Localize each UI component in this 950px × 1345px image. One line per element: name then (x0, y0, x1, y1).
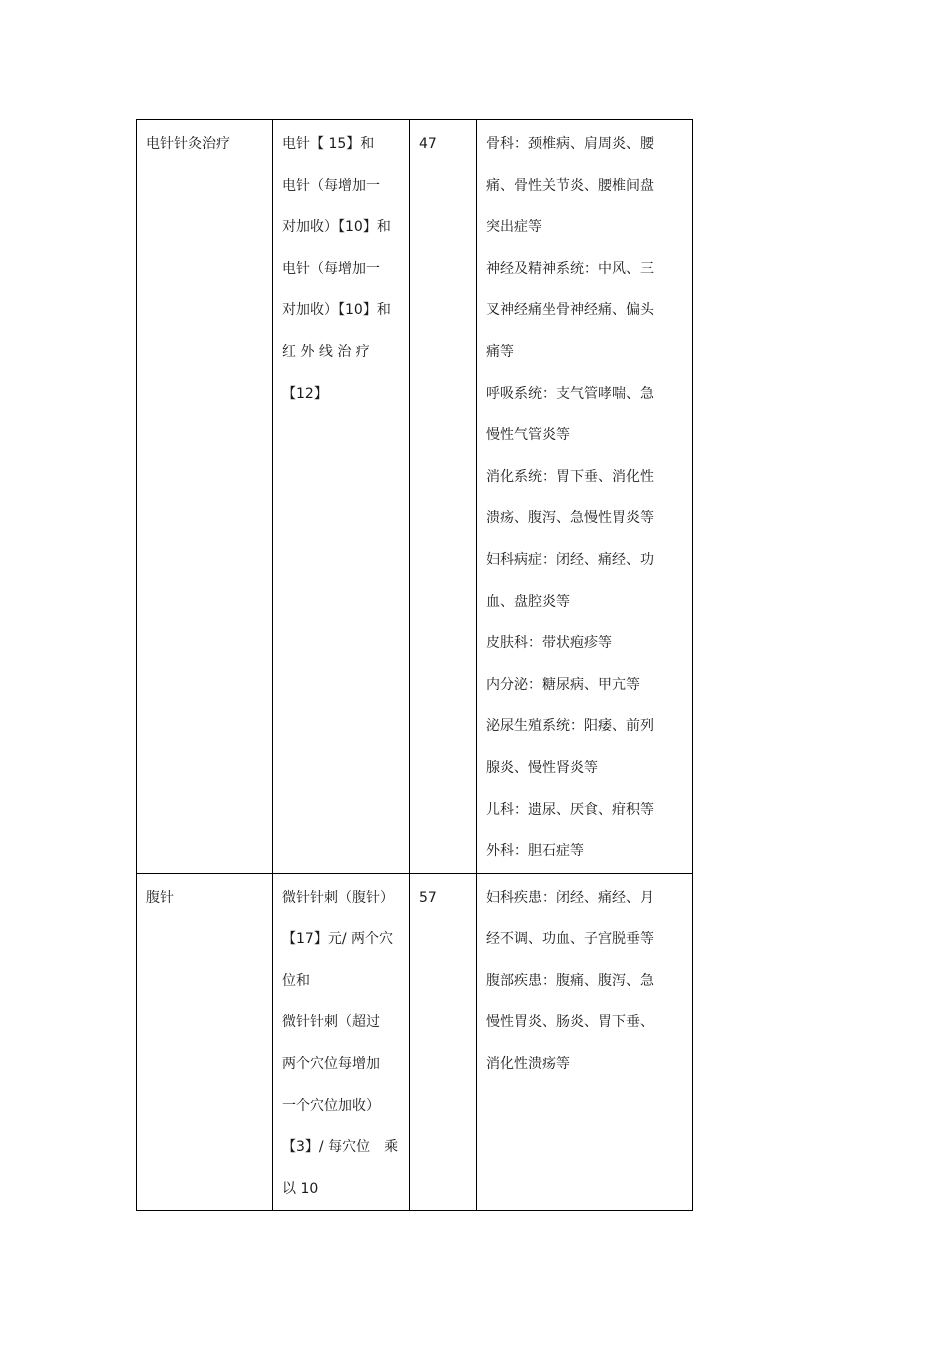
billing-line: 电针【 15】和 (282, 136, 375, 152)
price-value: 57 (419, 889, 437, 906)
indication-line: 儿科：遗尿、厌食、疳积等 (486, 801, 654, 818)
treatment-name: 电针针灸治疗 (146, 136, 230, 152)
indication-line: 慢性气管炎等 (486, 427, 570, 444)
indication-line: 腺炎、慢性肾炎等 (486, 759, 598, 776)
billing-line: 一个穴位加收） (282, 1097, 380, 1114)
indications-cell (477, 120, 693, 874)
billing-line: 电针（每增加一 (282, 177, 380, 194)
indication-line: 腹部疾患：腹痛、腹泻、急 (486, 972, 654, 989)
billing-line: 【17】元/ 两个穴 (282, 931, 393, 948)
indication-line: 内分泌：糖尿病、甲亢等 (486, 676, 640, 693)
indication-line: 妇科病症：闭经、痛经、功 (486, 551, 654, 568)
indication-line: 慢性胃炎、肠炎、胃下垂、 (486, 1014, 654, 1031)
treatment-name-cell (137, 120, 273, 874)
indication-line: 突出症等 (486, 219, 542, 236)
indication-line: 血、盘腔炎等 (486, 593, 570, 610)
price-cell (410, 120, 477, 874)
price-cell (410, 873, 477, 1211)
billing-items-cell (273, 120, 410, 874)
table-row (137, 873, 693, 1211)
billing-line: 对加收）【10】和 (282, 219, 391, 236)
billing-line: 两个穴位每增加 (282, 1056, 380, 1073)
indication-line: 呼吸系统：支气管哮喘、急 (486, 385, 654, 402)
billing-line: 【3】/ 每穴位 乘 (282, 1139, 399, 1156)
indication-line: 神经及精神系统：中风、三 (486, 260, 654, 277)
indication-line: 消化系统：胃下垂、消化性 (486, 468, 654, 485)
billing-items-cell (273, 873, 410, 1211)
indication-line: 泌尿生殖系统：阳痿、前列 (486, 718, 654, 735)
indications-cell (477, 873, 693, 1211)
billing-line: 微针针刺（超过 (282, 1014, 380, 1031)
treatment-name-cell (137, 873, 273, 1211)
treatment-name: 腹针 (146, 889, 174, 906)
price-value: 47 (419, 136, 437, 152)
indication-line: 溃疡、腹泻、急慢性胃炎等 (486, 510, 654, 527)
indication-line: 消化性溃疡等 (486, 1056, 570, 1073)
billing-line: 对加收）【10】和 (282, 302, 391, 319)
indication-line: 妇科疾患：闭经、痛经、月 (486, 889, 654, 906)
billing-line: 【12】 (282, 385, 328, 402)
indication-line: 痛、骨性关节炎、腰椎间盘 (486, 177, 654, 194)
table-row (137, 120, 693, 874)
billing-line: 电针（每增加一 (282, 260, 380, 277)
billing-line: 红 外 线 治 疗 (282, 343, 370, 360)
indication-line: 皮肤科：带状疱疹等 (486, 635, 612, 652)
indication-line: 痛等 (486, 343, 514, 360)
indication-line: 骨科：颈椎病、肩周炎、腰 (486, 136, 654, 152)
billing-line: 以 10 (282, 1180, 319, 1197)
billing-line: 位和 (282, 972, 310, 989)
treatment-table (136, 119, 693, 1211)
indication-line: 经不调、功血、子宫脱垂等 (486, 931, 654, 948)
indication-line: 外科：胆石症等 (486, 843, 584, 860)
billing-line: 微针针刺（腹针） (282, 889, 394, 906)
indication-line: 叉神经痛坐骨神经痛、偏头 (486, 302, 654, 319)
